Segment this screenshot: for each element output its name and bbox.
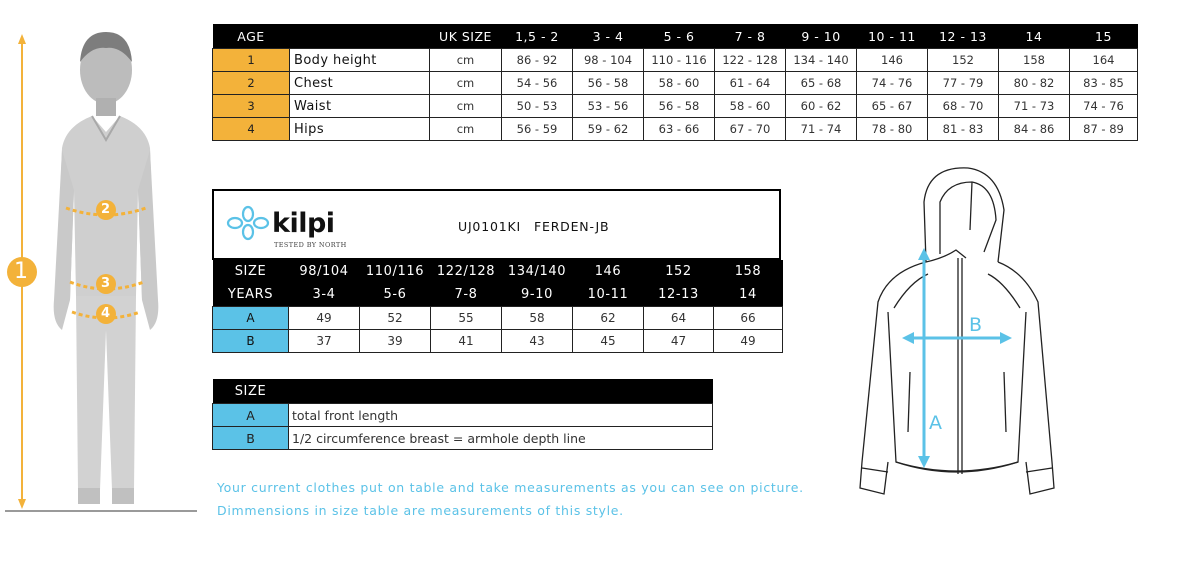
value-cell: 81 - 83 xyxy=(928,118,999,141)
header-cell: 14 xyxy=(714,283,783,307)
value-cell: 98 - 104 xyxy=(573,49,644,72)
row-label: Waist xyxy=(290,95,430,118)
value-cell: 58 - 60 xyxy=(715,95,786,118)
value-cell: 71 - 74 xyxy=(786,118,857,141)
header-cell: 7 - 8 xyxy=(715,24,786,49)
value-cell: 62 xyxy=(573,307,644,330)
value-cell: 66 xyxy=(714,307,783,330)
product-code: UJ0101KI xyxy=(458,219,521,234)
value-cell: 41 xyxy=(431,330,502,353)
header-cell: 110/116 xyxy=(360,260,431,283)
value-cell: 67 - 70 xyxy=(715,118,786,141)
unit-cell: cm xyxy=(430,95,502,118)
header-cell: 12-13 xyxy=(644,283,714,307)
body-size-table xyxy=(212,24,1138,141)
value-cell: 71 - 73 xyxy=(999,95,1070,118)
header-cell: 14 xyxy=(999,24,1070,49)
measurement-legend-table xyxy=(212,379,713,450)
years-header-row xyxy=(213,283,783,307)
table-row xyxy=(213,72,1138,95)
value-cell: 56 - 58 xyxy=(644,95,715,118)
marker-3: 3 xyxy=(101,276,111,291)
value-cell: 134 - 140 xyxy=(786,49,857,72)
header-cell: 15 xyxy=(1070,24,1138,49)
body-figure xyxy=(0,20,200,520)
header-cell: YEARS xyxy=(213,283,289,307)
row-description: total front length xyxy=(289,404,713,427)
product-header xyxy=(212,189,781,260)
table-row xyxy=(213,330,783,353)
instruction-note: Your current clothes put on table and take measurements as you can see on picture. xyxy=(217,480,804,495)
header-cell: 5-6 xyxy=(360,283,431,307)
marker-4: 4 xyxy=(101,306,111,321)
header-cell: 9 - 10 xyxy=(786,24,857,49)
value-cell: 65 - 68 xyxy=(786,72,857,95)
brand-tagline: TESTED BY NORTH xyxy=(274,241,347,249)
header-cell: 98/104 xyxy=(289,260,360,283)
value-cell: 49 xyxy=(714,330,783,353)
value-cell: 54 - 56 xyxy=(502,72,573,95)
table-row xyxy=(213,118,1138,141)
table-row xyxy=(213,49,1138,72)
marker-2: 2 xyxy=(101,202,111,217)
value-cell: 152 xyxy=(928,49,999,72)
style-size-table xyxy=(212,260,783,353)
value-cell: 84 - 86 xyxy=(999,118,1070,141)
size-header-row xyxy=(213,260,783,283)
value-cell: 52 xyxy=(360,307,431,330)
row-label: A xyxy=(213,404,289,427)
table-header xyxy=(213,379,713,404)
header-cell: 10-11 xyxy=(573,283,644,307)
value-cell: 164 xyxy=(1070,49,1138,72)
table-row xyxy=(213,404,713,427)
value-cell: 47 xyxy=(644,330,714,353)
dimension-note: Dimmensions in size table are measurements of this style. xyxy=(217,503,624,518)
header-cell: 3 - 4 xyxy=(573,24,644,49)
value-cell: 86 - 92 xyxy=(502,49,573,72)
value-cell: 37 xyxy=(289,330,360,353)
value-cell: 158 xyxy=(999,49,1070,72)
header-cell: 152 xyxy=(644,260,714,283)
row-label: B xyxy=(213,330,289,353)
row-label: Chest xyxy=(290,72,430,95)
jacket-illustration xyxy=(848,162,1063,502)
header-cell: 5 - 6 xyxy=(644,24,715,49)
header-cell: 146 xyxy=(573,260,644,283)
header-cell: UK SIZE xyxy=(430,24,502,49)
row-number: 1 xyxy=(213,49,290,72)
value-cell: 43 xyxy=(502,330,573,353)
value-cell: 49 xyxy=(289,307,360,330)
unit-cell: cm xyxy=(430,49,502,72)
value-cell: 56 - 58 xyxy=(573,72,644,95)
table-header xyxy=(213,24,1138,49)
kilpi-logo-icon xyxy=(226,205,270,241)
header-cell: AGE xyxy=(213,24,290,49)
value-cell: 64 xyxy=(644,307,714,330)
value-cell: 53 - 56 xyxy=(573,95,644,118)
brand-logo: kilpi xyxy=(272,208,335,239)
row-label: A xyxy=(213,307,289,330)
value-cell: 45 xyxy=(573,330,644,353)
marker-1: 1 xyxy=(14,259,28,284)
row-number: 3 xyxy=(213,95,290,118)
value-cell: 65 - 67 xyxy=(857,95,928,118)
header-cell: 122/128 xyxy=(431,260,502,283)
product-name: FERDEN-JB xyxy=(534,219,610,234)
value-cell: 39 xyxy=(360,330,431,353)
value-cell: 68 - 70 xyxy=(928,95,999,118)
header-cell: 12 - 13 xyxy=(928,24,999,49)
value-cell: 50 - 53 xyxy=(502,95,573,118)
value-cell: 61 - 64 xyxy=(715,72,786,95)
value-cell: 74 - 76 xyxy=(857,72,928,95)
value-cell: 110 - 116 xyxy=(644,49,715,72)
value-cell: 63 - 66 xyxy=(644,118,715,141)
table-row xyxy=(213,307,783,330)
value-cell: 55 xyxy=(431,307,502,330)
value-cell: 122 - 128 xyxy=(715,49,786,72)
row-description: 1/2 circumference breast = armhole depth line xyxy=(289,427,713,450)
value-cell: 77 - 79 xyxy=(928,72,999,95)
header-cell: 1,5 - 2 xyxy=(502,24,573,49)
table-row xyxy=(213,95,1138,118)
header-cell: 134/140 xyxy=(502,260,573,283)
value-cell: 56 - 59 xyxy=(502,118,573,141)
value-cell: 87 - 89 xyxy=(1070,118,1138,141)
value-cell: 83 - 85 xyxy=(1070,72,1138,95)
header-cell: SIZE xyxy=(213,379,289,404)
header-cell: 158 xyxy=(714,260,783,283)
header-cell: 7-8 xyxy=(431,283,502,307)
header-cell: 9-10 xyxy=(502,283,573,307)
unit-cell: cm xyxy=(430,118,502,141)
jacket-label-a: A xyxy=(929,412,942,434)
value-cell: 146 xyxy=(857,49,928,72)
unit-cell: cm xyxy=(430,72,502,95)
row-label: Hips xyxy=(290,118,430,141)
value-cell: 58 - 60 xyxy=(644,72,715,95)
header-cell: 3-4 xyxy=(289,283,360,307)
value-cell: 80 - 82 xyxy=(999,72,1070,95)
value-cell: 60 - 62 xyxy=(786,95,857,118)
row-number: 2 xyxy=(213,72,290,95)
table-row xyxy=(213,427,713,450)
value-cell: 58 xyxy=(502,307,573,330)
header-cell: SIZE xyxy=(213,260,289,283)
value-cell: 78 - 80 xyxy=(857,118,928,141)
jacket-label-b: B xyxy=(969,314,983,336)
header-cell: 10 - 11 xyxy=(857,24,928,49)
row-label: B xyxy=(213,427,289,450)
value-cell: 59 - 62 xyxy=(573,118,644,141)
row-number: 4 xyxy=(213,118,290,141)
row-label: Body height xyxy=(290,49,430,72)
value-cell: 74 - 76 xyxy=(1070,95,1138,118)
